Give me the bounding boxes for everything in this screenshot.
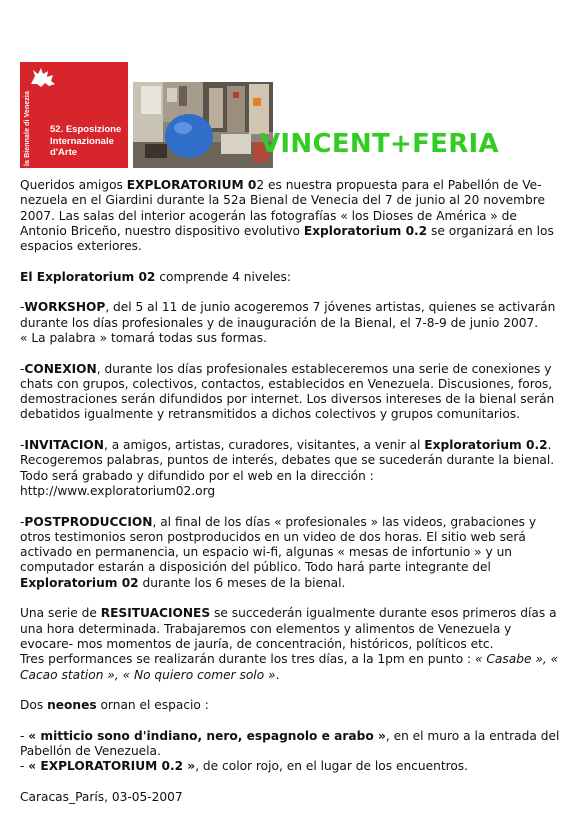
logo-line: Internazionale: [50, 135, 114, 147]
invitacion-paragraph: [20, 438, 562, 499]
levels-paragraph: [20, 270, 562, 285]
text: , en el muro a la entrada del Pabellón de Venezuela.: [20, 728, 560, 758]
text: « La palabra » tomará todas sus formas.: [20, 330, 267, 345]
neon-list: [20, 729, 562, 775]
text: .: [275, 667, 280, 682]
logo-line: 52. Esposizione: [50, 124, 122, 135]
text: ornan el espacio :: [96, 698, 209, 713]
performance-titles: « Casabe », « Cacao station », « No quiero comer solo »: [20, 652, 559, 682]
website-url: http://www.exploratorium02.org: [20, 483, 216, 498]
bold-term: EXPLORATORIUM 0: [126, 178, 257, 192]
text: -: [20, 514, 25, 529]
text: , del 5 al 11 de junio acogeremos 7 jóvenes artistas, quienes se activarán durante los días profesionales y de inauguración de la Bienal, el 7-8-9 de junio 2007.: [20, 300, 556, 330]
bold-term: Exploratorium 0.2: [303, 223, 428, 238]
bold-term: neones: [47, 698, 97, 713]
signature: Caracas_París, 03-05-2007: [20, 789, 183, 804]
biennale-logo: [20, 62, 128, 168]
letter-body: [20, 178, 562, 820]
text: -: [20, 361, 25, 376]
bold-term: POSTPRODUCCION: [24, 514, 153, 529]
text: comprende 4 niveles:: [155, 269, 291, 284]
conexion-paragraph: [20, 362, 562, 423]
logo-caption: [50, 124, 121, 159]
text: Una serie de: [20, 606, 101, 621]
bold-term: RESITUACIONES: [100, 606, 211, 621]
intro-paragraph: [20, 178, 562, 254]
workshop-paragraph: [20, 300, 562, 346]
bold-term: Exploratorium 02: [20, 575, 139, 590]
bold-term: « EXPLORATORIUM 0.2 »: [28, 759, 196, 774]
bold-term: INVITACION: [24, 438, 104, 453]
text: se succederán igualmente durante esos primeros días a una hora determinada. Trabajaremos con elementos y alimentos de Venezuela y evocare- mos momentos de jauría, de concentración, históricos, políticos etc.: [20, 606, 557, 651]
text: , a amigos, artistas, curadores, visitantes, a venir al: [103, 438, 425, 453]
text: Queridos amigos: [20, 178, 127, 192]
bold-term: CONEXION: [24, 361, 97, 376]
winged-lion-icon: [29, 66, 57, 90]
page-title: VINCENT+FERIA: [260, 129, 499, 159]
bold-term: El Exploratorium 02: [20, 269, 156, 284]
text: -: [20, 759, 29, 774]
text: Dos: [20, 698, 48, 713]
text: , durante los días profesionales estableceremos una serie de conexiones y chats con grupos, colectivos, contactos, establecidos en Venezuela. Discusiones, foros, demostraciones serán difundidos por internet. Los diversos intereses de la bienal serán debatidos igualmente y retransmitidos a dichos colectivos y grupos comunitarios.: [20, 361, 555, 422]
resituaciones-paragraph: [20, 606, 562, 682]
logo-vertical-text: la Biennale di Venezia: [24, 91, 31, 166]
bold-term: « mitticio sono d'indiano, nero, espagnolo e arabo »: [28, 728, 386, 743]
neones-paragraph: [20, 698, 562, 713]
text: durante los 6 meses de la bienal.: [138, 575, 346, 590]
text: -: [20, 728, 29, 743]
bold-term: WORKSHOP: [24, 300, 106, 315]
text: Tres performances se realizarán durante los tres días, a la 1pm en punto :: [20, 652, 476, 667]
text: se organizará en los espacios exteriores.: [20, 223, 554, 254]
header: [20, 50, 560, 168]
bold-term: Exploratorium 0.2: [424, 438, 548, 453]
postproduccion-paragraph: [20, 515, 562, 591]
text: , al final de los días « profesionales » las videos, grabaciones y otros testimonios seron postproducidos en un video de dos horas. El sitio web será activado en permanencia, un espacio wi-fi, algunas « mesas de infortunio » y un computador estarán a disposición del público. Todo hará parte integrante del: [20, 514, 537, 575]
text: -: [20, 300, 25, 315]
text: . Recogeremos palabras, puntos de interés, debates que se sucederán durante la bienal. Todo será grabado y difundido por el web en la dirección :: [20, 438, 555, 483]
logo-line: d'Arte: [50, 147, 78, 158]
text: , de color rojo, en el lugar de los encuentros.: [195, 759, 469, 774]
text: -: [20, 438, 25, 453]
text: 2 es nuestra propuesta para el Pabellón de Ve- nezuela en el Giardini durante la 52a Bienal de Venecia del 7 de junio al 20 novembre 2007. Las salas del interior acogerán las fotografías « los Dioses de América » de Antonio Briceño, nuestro dispositivo evolutivo: [20, 178, 546, 238]
studio-photo: [133, 82, 273, 168]
